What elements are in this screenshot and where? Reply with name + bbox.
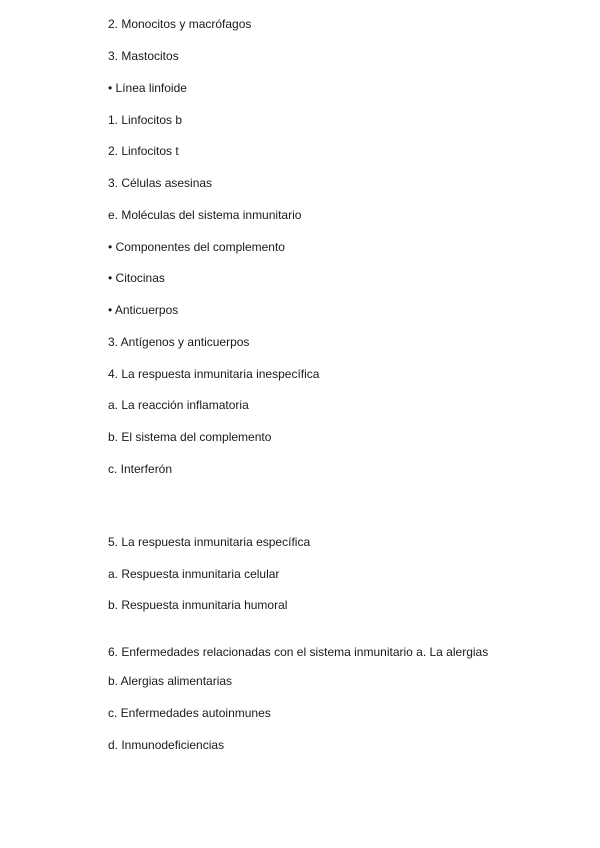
outline-item-linfocitos-b: 1. Linfocitos b — [108, 113, 183, 127]
outline-item-sistema-complemento: b. El sistema del complemento — [108, 430, 272, 444]
outline-item-linea-linfoide: • Línea linfoide — [108, 81, 187, 95]
outline-item-inmunodeficiencias: d. Inmunodeficiencias — [108, 738, 225, 752]
outline-item-alergias-alimentarias: b. Alergias alimentarias — [108, 674, 233, 688]
outline-item-complemento: • Componentes del complemento — [108, 240, 285, 254]
outline-item-interferon: c. Interferón — [108, 462, 173, 476]
outline-item-anticuerpos: • Anticuerpos — [108, 303, 179, 317]
outline-item-celulas-asesinas: 3. Células asesinas — [108, 176, 213, 190]
outline-item-moleculas: e. Moléculas del sistema inmunitario — [108, 208, 302, 222]
outline-item-respuesta-inespecifica: 4. La respuesta inmunitaria inespecífica — [108, 367, 320, 381]
outline-item-antigenos: 3. Antígenos y anticuerpos — [108, 335, 250, 349]
outline-item-autoinmunes: c. Enfermedades autoinmunes — [108, 706, 271, 720]
outline-item-reaccion-inflamatoria: a. La reacción inflamatoria — [108, 398, 249, 412]
outline-item-monocitos: 2. Monocitos y macrófagos — [108, 17, 252, 31]
outline-item-linfocitos-t: 2. Linfocitos t — [108, 144, 179, 158]
outline-item-respuesta-especifica: 5. La respuesta inmunitaria específica — [108, 535, 311, 549]
outline-item-citocinas: • Citocinas — [108, 271, 165, 285]
outline-item-mastocitos: 3. Mastocitos — [108, 49, 179, 63]
outline-item-respuesta-humoral: b. Respuesta inmunitaria humoral — [108, 598, 288, 612]
outline-item-respuesta-celular: a. Respuesta inmunitaria celular — [108, 567, 280, 581]
outline-item-enfermedades: 6. Enfermedades relacionadas con el sistema inmunitario a. La alergias — [108, 645, 489, 659]
